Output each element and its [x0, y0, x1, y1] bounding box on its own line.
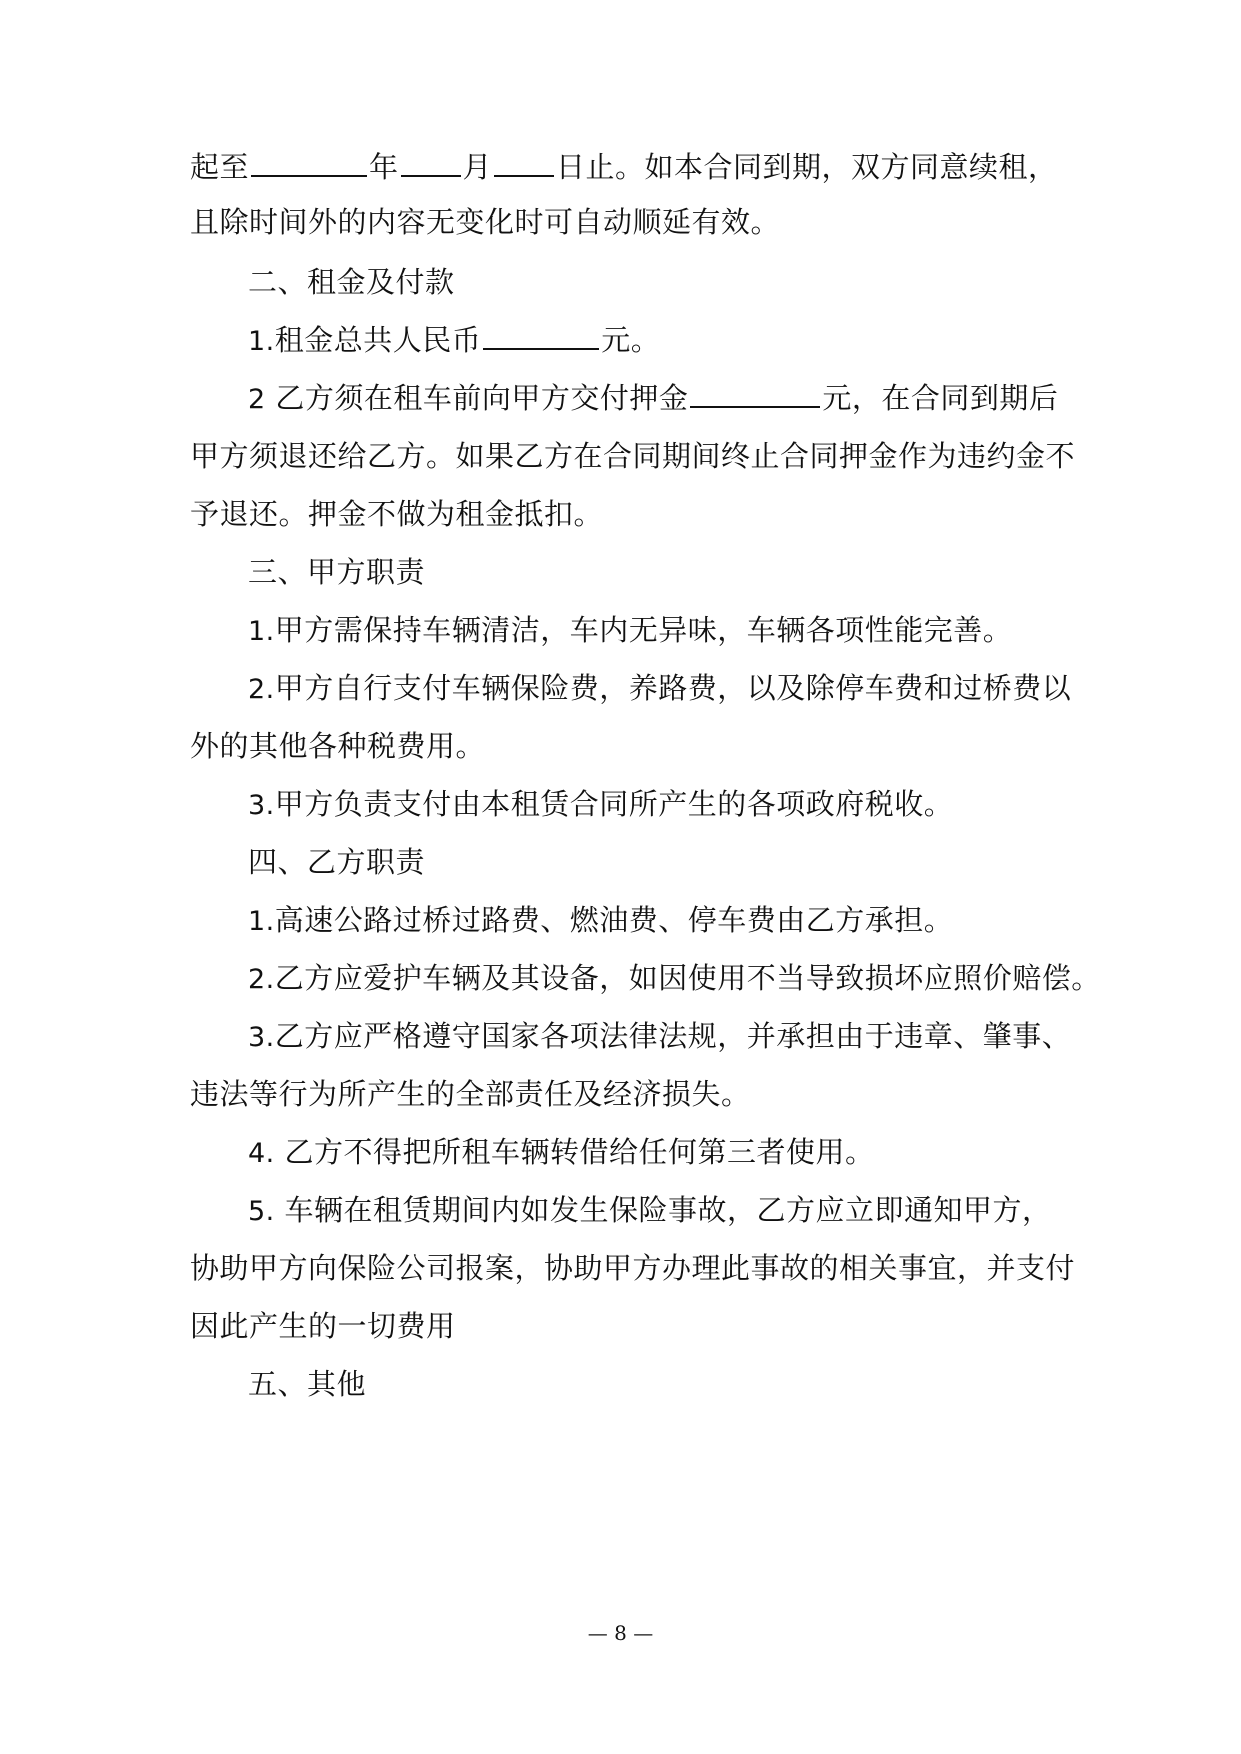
paragraph-line: 外的其他各种税费用。: [190, 729, 486, 763]
paragraph-line: 协助甲方向保险公司报案，协助甲方办理此事故的相关事宜，并支付: [190, 1251, 1076, 1285]
contract-line-term-end: [190, 147, 1070, 187]
blank-month[interactable]: [401, 149, 461, 177]
text: 甲方负责支付由本租赁合同所产生的各项政府税收。: [274, 787, 954, 821]
paragraph-line: 违法等行为所产生的全部责任及经济损失。: [190, 1077, 751, 1111]
text: 乙方须在租车前向甲方交付押金: [275, 381, 689, 415]
clause-number: 4.: [248, 1138, 275, 1169]
text: 年: [369, 150, 399, 184]
section-heading-party-b: 四、乙方职责: [248, 845, 426, 879]
text: 乙方应严格遵守国家各项法律法规，并承担由于违章、肇事、: [274, 1019, 1072, 1053]
section-heading-party-a: 三、甲方职责: [248, 555, 426, 589]
text: 乙方不得把所租车辆转借给任何第三者使用。: [284, 1135, 875, 1169]
clause-number: 3.: [248, 790, 275, 821]
text: 月: [462, 150, 493, 184]
clause-a1: [248, 610, 1070, 652]
paragraph-line: 因此产生的一切费用: [190, 1309, 456, 1343]
clause-a3: [248, 784, 1070, 826]
clause-number: 2: [248, 384, 266, 415]
clause-rent-total: [248, 320, 1070, 362]
clause-number: 3.: [248, 1022, 275, 1053]
text: 车辆在租赁期间内如发生保险事故，乙方应立即通知甲方，: [284, 1193, 1052, 1227]
paragraph-line: 甲方须退还给乙方。如果乙方在合同期间终止合同押金作为违约金不: [190, 439, 1076, 473]
clause-b1: [248, 900, 1070, 942]
clause-deposit: [248, 378, 1070, 420]
text: 起至: [190, 150, 250, 184]
paragraph-line: 予退还。押金不做为租金抵扣。: [190, 497, 604, 531]
text: 元。: [601, 323, 661, 357]
blank-rent-amount[interactable]: [483, 322, 599, 350]
clause-number: 1.: [248, 326, 275, 357]
clause-a2: [248, 668, 1070, 710]
text: 甲方自行支付车辆保险费，养路费，以及除停车费和过桥费以: [274, 671, 1072, 705]
blank-day[interactable]: [494, 149, 554, 177]
clause-number: 1.: [248, 616, 275, 647]
text: 日止。如本合同到期，双方同意续租，: [556, 150, 1058, 184]
text: 甲方需保持车辆清洁，车内无异味，车辆各项性能完善。: [274, 613, 1013, 647]
clause-b4: [248, 1132, 1070, 1174]
page-number: — 8 —: [587, 1621, 654, 1645]
clause-b3: [248, 1016, 1070, 1058]
blank-year[interactable]: [251, 149, 367, 177]
section-heading-other: 五、其他: [248, 1367, 367, 1401]
section-heading-rent: 二、租金及付款: [248, 265, 455, 299]
paragraph-line: 且除时间外的内容无变化时可自动顺延有效。: [190, 205, 781, 239]
clause-b2: [248, 958, 1101, 1000]
blank-deposit-amount[interactable]: [690, 380, 820, 408]
text: 乙方应爱护车辆及其设备，如因使用不当导致损坏应照价赔偿。: [274, 961, 1101, 995]
text: 高速公路过桥过路费、燃油费、停车费由乙方承担。: [274, 903, 954, 937]
text: 元，在合同到期后: [822, 381, 1059, 415]
clause-number: 5.: [248, 1196, 275, 1227]
clause-number: 2.: [248, 674, 275, 705]
text: 租金总共人民币: [274, 323, 482, 357]
clause-b5: [248, 1190, 1070, 1232]
clause-number: 2.: [248, 964, 275, 995]
clause-number: 1.: [248, 906, 275, 937]
